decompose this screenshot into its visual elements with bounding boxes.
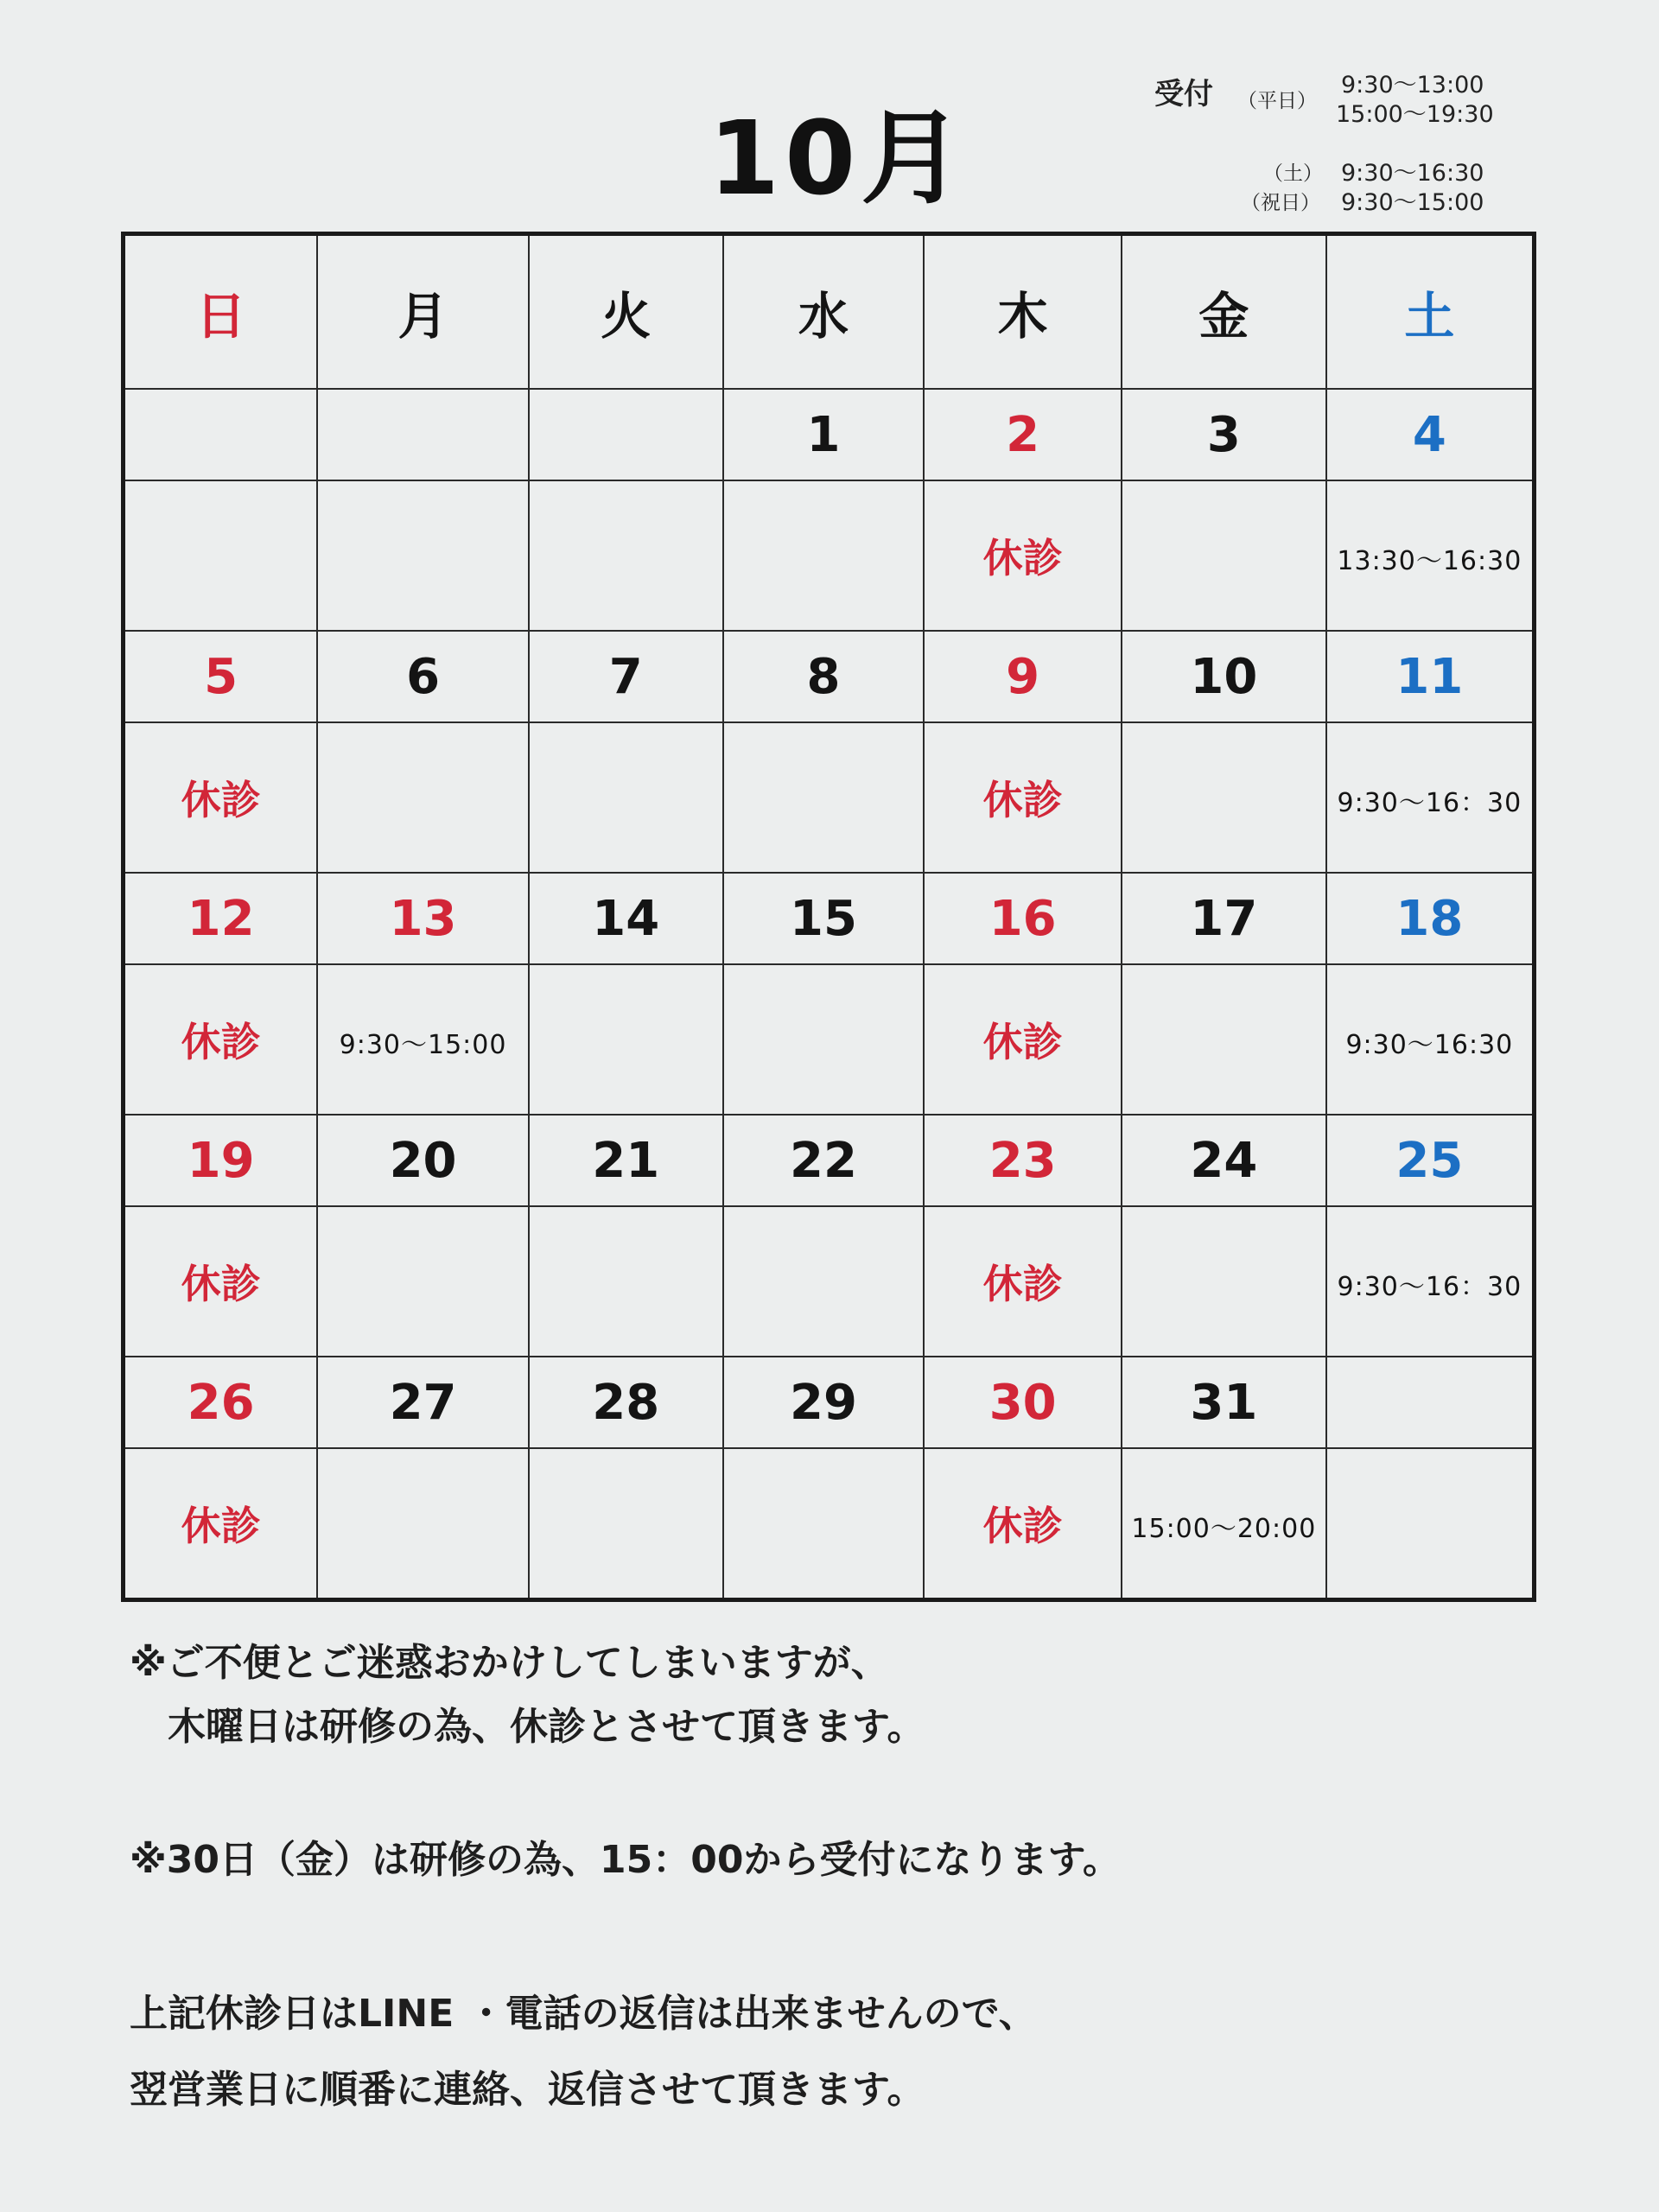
day-note-cell xyxy=(1122,1206,1326,1357)
reception-time-text: 9:30～15:00 xyxy=(339,1030,507,1060)
week-3-dates-row xyxy=(124,873,1535,964)
date-cell: 15 xyxy=(723,873,925,964)
day-note-cell xyxy=(924,722,1122,873)
date-cell: 6 xyxy=(317,631,529,722)
weekday-header-4: 木 xyxy=(924,234,1122,390)
day-note-cell xyxy=(723,480,925,631)
weekday-header-row xyxy=(124,234,1535,390)
weekday-header-1: 月 xyxy=(317,234,529,390)
holiday-label: （祝日） xyxy=(1241,192,1320,214)
closed-day-label: 休診 xyxy=(982,1503,1063,1549)
day-note-cell xyxy=(124,1448,318,1600)
closed-day-label: 休診 xyxy=(982,777,1063,823)
closed-day-label: 休診 xyxy=(181,1019,261,1065)
day-note-cell xyxy=(1326,1448,1535,1600)
reception-time-text: 15:00～20:00 xyxy=(1131,1514,1317,1544)
date-cell: 11 xyxy=(1326,631,1535,722)
reception-time-text: 13:30～16:30 xyxy=(1337,546,1522,576)
closed-day-label: 休診 xyxy=(181,777,261,823)
reception-time-text: 9:30～16:30 xyxy=(1345,1030,1514,1060)
date-cell: 26 xyxy=(124,1357,318,1448)
date-cell: 10 xyxy=(1122,631,1326,722)
date-cell: 31 xyxy=(1122,1357,1326,1448)
date-cell xyxy=(529,389,723,480)
weekday-header-6: 土 xyxy=(1326,234,1535,390)
weekday-header-2: 火 xyxy=(529,234,723,390)
day-note-cell xyxy=(924,1448,1122,1600)
day-note-cell xyxy=(529,722,723,873)
date-cell: 2 xyxy=(924,389,1122,480)
day-note-cell xyxy=(723,964,925,1115)
day-note-cell xyxy=(529,480,723,631)
day-note-cell xyxy=(317,964,529,1115)
date-cell: 14 xyxy=(529,873,723,964)
weekday-time-morning: 9:30～13:00 xyxy=(1341,72,1484,99)
date-cell: 19 xyxy=(124,1115,318,1206)
day-note-cell xyxy=(317,480,529,631)
weekday-time-evening: 15:00～19:30 xyxy=(1336,101,1494,128)
day-note-cell xyxy=(529,1448,723,1600)
date-cell: 30 xyxy=(924,1357,1122,1448)
date-cell: 12 xyxy=(124,873,318,964)
reception-time-text: 9:30～16：30 xyxy=(1337,1272,1522,1302)
date-cell: 17 xyxy=(1122,873,1326,964)
day-note-cell xyxy=(1122,964,1326,1115)
week-5-notes-row xyxy=(124,1448,1535,1600)
date-cell: 18 xyxy=(1326,873,1535,964)
date-cell: 16 xyxy=(924,873,1122,964)
day-note-cell xyxy=(723,722,925,873)
weekday-header-5: 金 xyxy=(1122,234,1326,390)
date-cell: 4 xyxy=(1326,389,1535,480)
day-note-cell xyxy=(1326,722,1535,873)
date-cell: 13 xyxy=(317,873,529,964)
weekday-header-0: 日 xyxy=(124,234,318,390)
date-cell: 5 xyxy=(124,631,318,722)
day-note-cell xyxy=(723,1206,925,1357)
week-5-dates-row xyxy=(124,1357,1535,1448)
week-2-dates-row xyxy=(124,631,1535,722)
date-cell: 24 xyxy=(1122,1115,1326,1206)
day-note-cell xyxy=(317,722,529,873)
date-cell: 21 xyxy=(529,1115,723,1206)
date-cell: 25 xyxy=(1326,1115,1535,1206)
day-note-cell xyxy=(924,480,1122,631)
closed-day-label: 休診 xyxy=(181,1261,261,1307)
closed-day-label: 休診 xyxy=(982,1019,1063,1065)
date-cell: 1 xyxy=(723,389,925,480)
day-note-cell xyxy=(124,964,318,1115)
date-cell xyxy=(124,389,318,480)
date-cell: 9 xyxy=(924,631,1122,722)
day-note-cell xyxy=(924,1206,1122,1357)
note-line-5: 翌営業日に順番に連絡、返信させて頂きます。 xyxy=(130,2068,925,2112)
closed-day-label: 休診 xyxy=(982,535,1063,582)
day-note-cell xyxy=(1122,480,1326,631)
day-note-cell xyxy=(317,1206,529,1357)
note-line-3: ※30日（金）は研修の為、15：00から受付になります。 xyxy=(130,1838,1121,1882)
day-note-cell xyxy=(723,1448,925,1600)
week-4-dates-row xyxy=(124,1115,1535,1206)
date-cell: 27 xyxy=(317,1357,529,1448)
date-cell: 20 xyxy=(317,1115,529,1206)
date-cell: 29 xyxy=(723,1357,925,1448)
date-cell xyxy=(1326,1357,1535,1448)
calendar-table xyxy=(121,232,1536,1602)
day-note-cell xyxy=(317,1448,529,1600)
date-cell: 8 xyxy=(723,631,925,722)
week-1-dates-row xyxy=(124,389,1535,480)
week-1-notes-row xyxy=(124,480,1535,631)
date-cell: 7 xyxy=(529,631,723,722)
holiday-time: 9:30～15:00 xyxy=(1341,189,1484,216)
day-note-cell xyxy=(1122,722,1326,873)
weekday-label: （平日） xyxy=(1237,90,1317,112)
day-note-cell xyxy=(924,964,1122,1115)
calendar-month-title: 10月 xyxy=(709,99,969,218)
closed-day-label: 休診 xyxy=(181,1503,261,1549)
saturday-time: 9:30～16:30 xyxy=(1341,160,1484,187)
day-note-cell xyxy=(1326,964,1535,1115)
note-line-4: 上記休診日はLINE ・電話の返信は出来ませんので、 xyxy=(130,1992,1037,2036)
day-note-cell xyxy=(124,480,318,631)
week-2-notes-row xyxy=(124,722,1535,873)
closed-day-label: 休診 xyxy=(982,1261,1063,1307)
day-note-cell xyxy=(124,722,318,873)
date-cell: 22 xyxy=(723,1115,925,1206)
date-cell xyxy=(317,389,529,480)
day-note-cell xyxy=(124,1206,318,1357)
day-note-cell xyxy=(1122,1448,1326,1600)
reception-label: 受付 xyxy=(1154,77,1213,111)
note-line-2: 木曜日は研修の為、休診とさせて頂きます。 xyxy=(130,1705,925,1749)
day-note-cell xyxy=(529,1206,723,1357)
week-4-notes-row xyxy=(124,1206,1535,1357)
date-cell: 23 xyxy=(924,1115,1122,1206)
saturday-label: （土） xyxy=(1263,162,1323,185)
date-cell: 28 xyxy=(529,1357,723,1448)
day-note-cell xyxy=(1326,480,1535,631)
day-note-cell xyxy=(1326,1206,1535,1357)
note-line-1: ※ご不便とご迷惑おかけしてしまいますが、 xyxy=(130,1641,889,1685)
day-note-cell xyxy=(529,964,723,1115)
date-cell: 3 xyxy=(1122,389,1326,480)
week-3-notes-row xyxy=(124,964,1535,1115)
reception-time-text: 9:30～16：30 xyxy=(1337,788,1522,818)
weekday-header-3: 水 xyxy=(723,234,925,390)
